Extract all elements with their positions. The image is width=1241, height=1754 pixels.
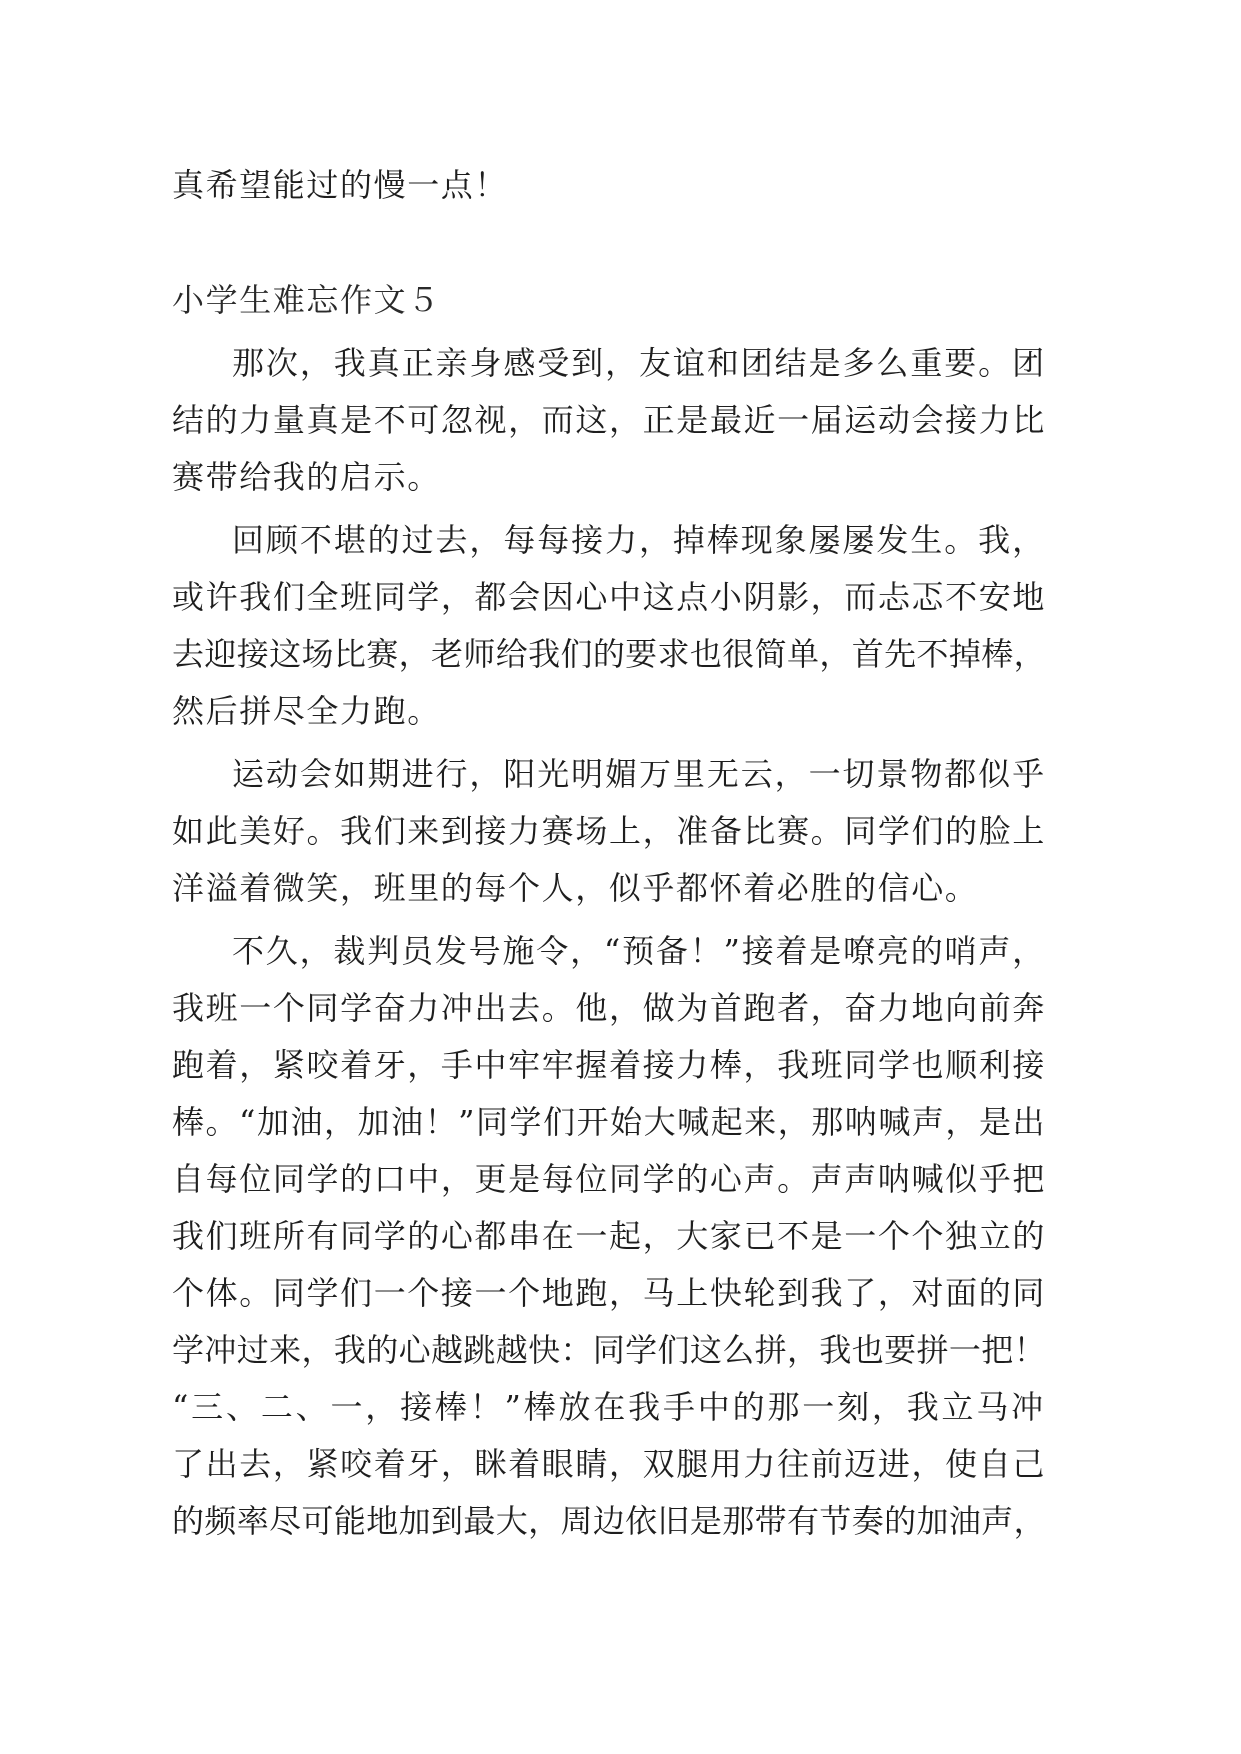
paragraph-line: 那次，我真正亲身感受到，友谊和团结是多么重要。团 <box>232 344 1046 382</box>
paragraph-line: 学冲过来，我的心越跳越快：同学们这么拼，我也要拼一把！ <box>172 1331 1046 1369</box>
paragraph-line: 回顾不堪的过去，每每接力，掉棒现象屡屡发生。我， <box>232 521 1046 559</box>
essay-body <box>172 335 1072 1550</box>
paragraph <box>172 923 1072 1550</box>
paragraph-line: 去迎接这场比赛，老师给我们的要求也很简单，首先不掉棒， <box>172 635 1046 673</box>
paragraph-line: 个体。同学们一个接一个地跑，马上快轮到我了，对面的同 <box>172 1274 1046 1312</box>
paragraph-line: 我们班所有同学的心都串在一起，大家已不是一个个独立的 <box>172 1217 1046 1255</box>
paragraph <box>172 512 1072 740</box>
paragraph-line: “三、二、一，接棒！”棒放在我手中的那一刻，我立马冲 <box>172 1388 1046 1426</box>
paragraph-line: 或许我们全班同学，都会因心中这点小阴影，而忐忑不安地 <box>172 578 1046 616</box>
paragraph-line: 洋溢着微笑，班里的每个人，似乎都怀着必胜的信心。 <box>172 869 979 907</box>
paragraph-line: 然后拼尽全力跑。 <box>172 692 441 730</box>
paragraph-line: 赛带给我的启示。 <box>172 458 441 496</box>
paragraph-line: 如此美好。我们来到接力赛场上，准备比赛。同学们的脸上 <box>172 812 1046 850</box>
paragraph-line: 棒。“加油，加油！”同学们开始大喊起来，那呐喊声，是出 <box>172 1103 1046 1141</box>
paragraph-line: 运动会如期进行，阳光明媚万里无云，一切景物都似乎 <box>232 755 1046 793</box>
paragraph-line: 了出去，紧咬着牙，眯着眼睛，双腿用力往前迈进，使自己 <box>172 1445 1046 1483</box>
paragraph-line: 结的力量真是不可忽视，而这，正是最近一届运动会接力比 <box>172 401 1046 439</box>
paragraph-line: 的频率尽可能地加到最大，周边依旧是那带有节奏的加油声， <box>172 1502 1046 1540</box>
paragraph-line: 自每位同学的口中，更是每位同学的心声。声声呐喊似乎把 <box>172 1160 1046 1198</box>
paragraph <box>172 746 1072 917</box>
essay-header <box>172 272 1072 329</box>
paragraph-line: 不久，裁判员发号施令，“预备！”接着是嘹亮的哨声， <box>232 932 1046 970</box>
previous-essay-ending: 真希望能过的慢一点！ <box>172 166 509 204</box>
paragraph-line: 跑着，紧咬着牙，手中牢牢握着接力棒，我班同学也顺利接 <box>172 1046 1046 1084</box>
paragraph <box>172 335 1072 506</box>
paragraph-line: 我班一个同学奋力冲出去。他，做为首跑者，奋力地向前奔 <box>172 989 1046 1027</box>
essay-title: 小学生难忘作文５ <box>172 281 441 319</box>
previous-essay-section <box>172 157 1072 214</box>
